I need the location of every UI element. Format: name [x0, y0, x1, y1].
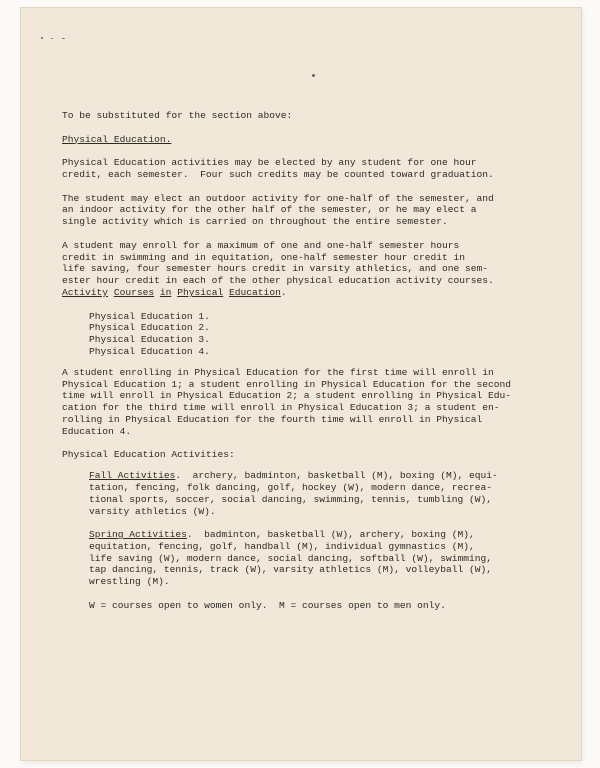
spring-activities: Spring Activities. badminton, basketball (W), archery, boxing (M), equitation, fencing, golf, handball (M), individual gymnastics (M), life saving (W), modern dance, social dancing, softball (W), swimming, tap dancing, tennis, track (W), varsity athletics (M), volleyball (W), wrestling (M).	[89, 529, 493, 588]
list-item: Physical Education 1.	[89, 310, 210, 322]
document-body	[62, 110, 532, 612]
intro-line: To be substituted for the section above:	[62, 110, 293, 121]
legend: W = courses open to women only. M = courses open to men only.	[89, 599, 446, 611]
list-item: Physical Education 2.	[89, 322, 210, 334]
paragraph-maximum: A student may enroll for a maximum of one and one-half semester hours credit in swimming and in equitation, one-half semester hour credit in life saving, four semester hours credit in varsity athletics, and one sem- ester hour credit in each of the other physical education activity courses.	[62, 239, 494, 287]
spring-label: Spring Activities	[89, 529, 187, 541]
section-title: Physical Education.	[62, 133, 172, 145]
paragraph-enrolling: A student enrolling in Physical Education for the first time will enroll in Physical Education 1; a student enrolling in Physical Education for the second time will enroll in Physical Education 2; a student enrolling in Physical Edu- cation for the third time will enroll in Physical Education 3; a student en- rolling in Physical Education for the fourth time will enroll in Physical Education 4.	[62, 366, 512, 437]
activities-heading: Physical Education Activities:	[62, 449, 235, 461]
fall-activities: Fall Activities. archery, badminton, basketball (M), boxing (M), equi- tation, fencing, folk dancing, golf, hockey (W), modern dance, recrea- tional sports, soccer, social dancing, swimming, tennis, tumbling (W), varsity athletics (W).	[89, 470, 498, 517]
ink-speck	[51, 38, 53, 39]
ink-speck	[41, 37, 43, 39]
list-item: Physical Education 3.	[89, 334, 210, 346]
ink-speck	[312, 74, 315, 77]
list-item: Physical Education 4.	[89, 345, 210, 357]
paragraph-elect: The student may elect an outdoor activity for one-half of the semester, and an indoor activity for the other half of the semester, or he may elect a single activity which is carried on throughout the entire semester.	[62, 192, 494, 228]
paragraph-credits: Physical Education activities may be elected by any student for one hour credit, each semester. Four such credits may be counted toward graduation.	[62, 157, 494, 180]
fall-label: Fall Activities	[89, 470, 176, 482]
ink-speck	[62, 38, 65, 39]
courses-heading: Activity Courses in Physical Education.	[62, 286, 287, 298]
course-list	[62, 311, 532, 358]
